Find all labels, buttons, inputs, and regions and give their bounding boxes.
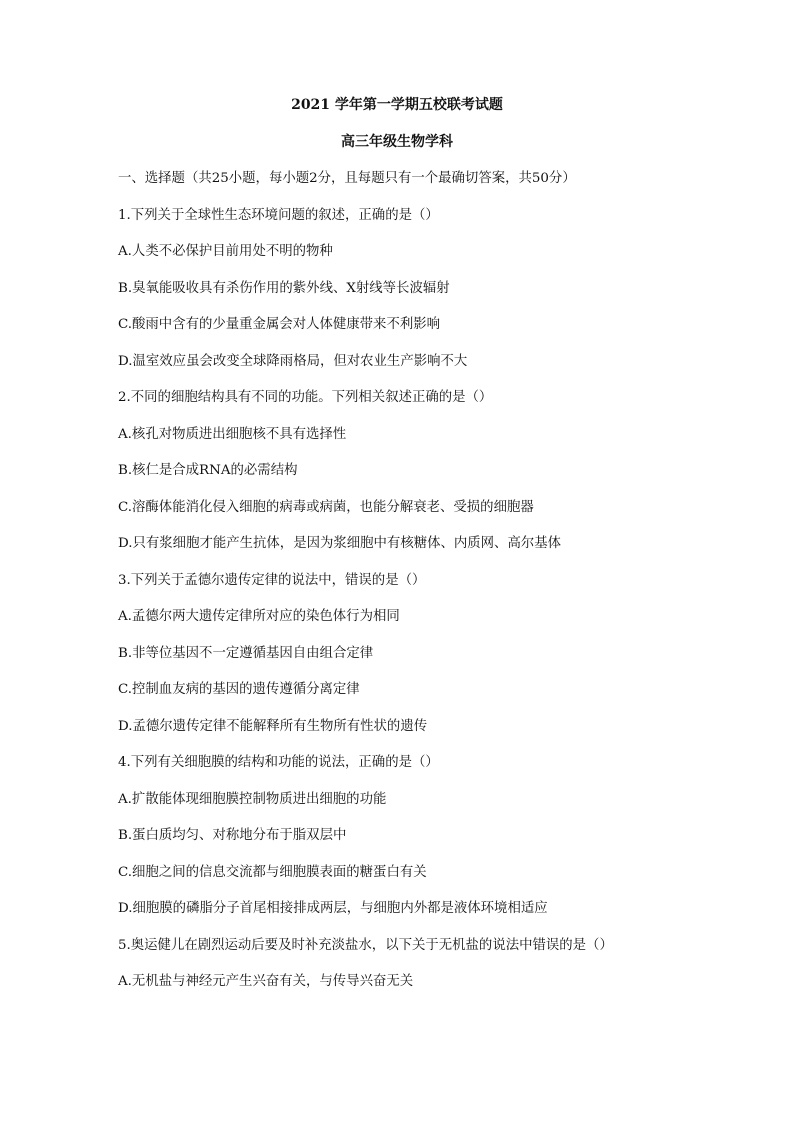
question-2-option-c: C.溶酶体能消化侵入细胞的病毒或病菌，也能分解衰老、受损的细胞器 — [118, 500, 534, 515]
question-4-option-d: D.细胞膜的磷脂分子首尾相接排成两层，与细胞内外都是液体环境相适应 — [118, 901, 548, 916]
question-4-stem: 4.下列有关细胞膜的结构和功能的说法，正确的是（） — [118, 755, 439, 770]
question-1-option-b: B.臭氧能吸收具有杀伤作用的紫外线、X射线等长波辐射 — [118, 281, 450, 296]
question-3-option-a: A.孟德尔两大遗传定律所对应的染色体行为相同 — [118, 609, 400, 624]
question-1-option-c: C.酸雨中含有的少量重金属会对人体健康带来不利影响 — [118, 317, 441, 332]
question-5-option-a: A.无机盐与神经元产生兴奋有关，与传导兴奋无关 — [118, 974, 414, 989]
question-3-stem: 3.下列关于孟德尔遗传定律的说法中，错误的是（） — [118, 573, 426, 588]
exam-title: 2021 学年第一学期五校联考试题 — [291, 97, 503, 113]
question-5-stem: 5.奥运健儿在剧烈运动后要及时补充淡盐水，以下关于无机盐的说法中错误的是（） — [118, 938, 613, 953]
question-3-option-c: C.控制血友病的基因的遗传遵循分离定律 — [118, 682, 360, 697]
question-4-option-c: C.细胞之间的信息交流都与细胞膜表面的糖蛋白有关 — [118, 865, 427, 880]
question-2-option-b: B.核仁是合成RNA的必需结构 — [118, 463, 298, 478]
question-4-option-a: A.扩散能体现细胞膜控制物质进出细胞的功能 — [118, 792, 387, 807]
question-3-option-d: D.孟德尔遗传定律不能解释所有生物所有性状的遗传 — [118, 719, 428, 734]
question-1-stem: 1.下列关于全球性生态环境问题的叙述，正确的是（） — [118, 208, 439, 223]
question-2-option-a: A.核孔对物质进出细胞核不具有选择性 — [118, 427, 347, 442]
exam-subtitle: 高三年级生物学科 — [341, 134, 453, 150]
section-heading: 一、选择题（共25小题，每小题2分，且每题只有一个最确切答案，共50分） — [118, 171, 576, 186]
question-2-stem: 2.不同的细胞结构具有不同的功能。下列相关叙述正确的是（） — [118, 390, 493, 405]
question-4-option-b: B.蛋白质均匀、对称地分布于脂双层中 — [118, 828, 347, 843]
question-3-option-b: B.非等位基因不一定遵循基因自由组合定律 — [118, 646, 374, 661]
question-1-option-a: A.人类不必保护目前用处不明的物种 — [118, 244, 333, 259]
question-1-option-d: D.温室效应虽会改变全球降雨格局，但对农业生产影响不大 — [118, 354, 468, 369]
question-2-option-d: D.只有浆细胞才能产生抗体，是因为浆细胞中有核糖体、内质网、高尔基体 — [118, 536, 562, 551]
